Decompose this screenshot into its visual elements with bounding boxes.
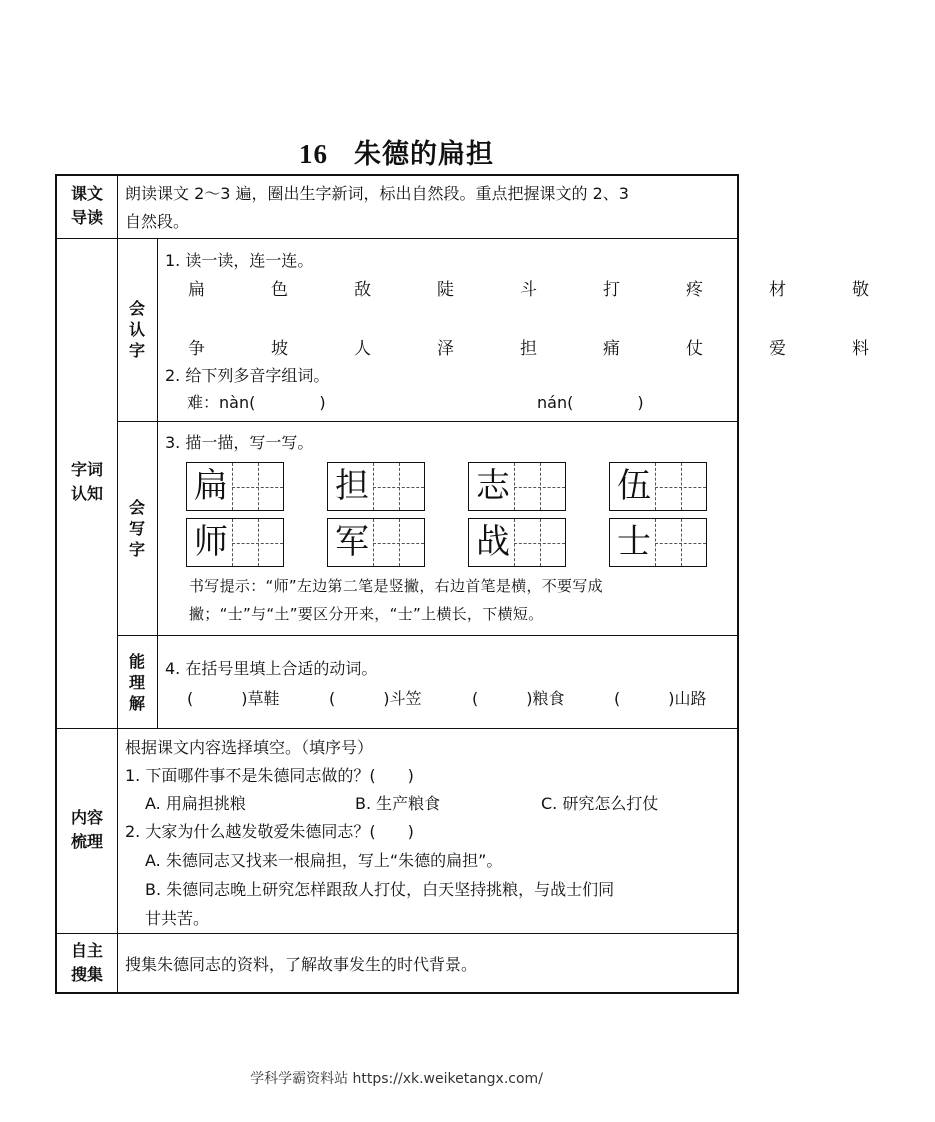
question-2: 2. 给下列多音字组词。 bbox=[165, 366, 330, 385]
writing-box[interactable]: 伍 bbox=[609, 462, 707, 511]
collect-text: 搜集朱德同志的资料，了解故事发生的时代背景。 bbox=[125, 955, 478, 974]
writing-box[interactable]: 军 bbox=[327, 518, 425, 567]
recognize-label: 会 认 字 bbox=[128, 299, 145, 360]
char-item: 泽 bbox=[437, 339, 454, 359]
verb-blank-3: ( )粮食 bbox=[472, 689, 565, 708]
char-item: 争 bbox=[188, 339, 205, 359]
page-title bbox=[0, 132, 793, 171]
words-section-label: 字词 认知 bbox=[70, 460, 103, 503]
verb-blank-2: ( )斗笠 bbox=[329, 689, 422, 708]
option-c: C. 研究怎么打仗 bbox=[541, 794, 659, 813]
writing-box[interactable]: 战 bbox=[468, 518, 566, 567]
writing-box[interactable]: 志 bbox=[468, 462, 566, 511]
question-3: 3. 描一描，写一写。 bbox=[165, 433, 314, 452]
char-item: 人 bbox=[354, 339, 371, 359]
answer-b-line2: 甘共苦。 bbox=[145, 909, 210, 928]
writing-box[interactable]: 师 bbox=[186, 518, 284, 567]
writing-tip-line1: 书写提示：“师”左边第二笔是竖撇，右边首笔是横，不要写成 bbox=[189, 577, 603, 595]
writing-box[interactable]: 担 bbox=[327, 462, 425, 511]
char-item: 色 bbox=[271, 280, 288, 300]
char-item: 敌 bbox=[354, 280, 371, 300]
understand-label: 能 理 解 bbox=[128, 652, 145, 713]
verb-blank-4: ( )山路 bbox=[614, 689, 707, 708]
question-4: 4. 在括号里填上合适的动词。 bbox=[165, 659, 378, 678]
collect-label: 自主 搜集 bbox=[70, 941, 103, 984]
lesson-title: 朱德的扁担 bbox=[354, 139, 494, 170]
char-row-2 bbox=[188, 334, 935, 359]
answer-a: A. 朱德同志又找来一根扁担，写上“朱德的扁担”。 bbox=[145, 851, 503, 870]
writing-tip-line2: 撇；“士”与“土”要区分开来，“士”上横长，下横短。 bbox=[189, 605, 544, 623]
char-item: 爱 bbox=[769, 339, 786, 359]
write-label: 会 写 字 bbox=[128, 498, 145, 559]
char-item: 担 bbox=[520, 339, 537, 359]
polyphone-blank-2: nán( ) bbox=[537, 393, 644, 412]
worksheet-table bbox=[55, 174, 869, 994]
polyphone-blank-1: 难：nàn( ) bbox=[187, 393, 326, 412]
question-1: 1. 读一读，连一连。 bbox=[165, 251, 314, 270]
footer-watermark: 学科学霸资料站 https://xk.weiketangx.com/ bbox=[250, 1071, 543, 1087]
content-question-2: 2. 大家为什么越发敬爱朱德同志？( ) bbox=[125, 822, 414, 841]
char-item: 材 bbox=[769, 280, 786, 300]
char-item: 敬 bbox=[852, 280, 869, 300]
char-item: 打 bbox=[603, 280, 620, 300]
char-item: 疼 bbox=[686, 280, 703, 300]
writing-box[interactable]: 士 bbox=[609, 518, 707, 567]
option-a: A. 用扁担挑粮 bbox=[145, 794, 246, 813]
guide-text-line1: 朗读课文 2～3 遍，圈出生字新词，标出自然段。重点把握课文的 2、3 bbox=[125, 184, 629, 203]
char-item: 扁 bbox=[188, 280, 205, 300]
char-item: 料 bbox=[852, 339, 869, 359]
char-item: 仗 bbox=[686, 339, 703, 359]
content-intro: 根据课文内容选择填空。（填序号） bbox=[125, 738, 374, 757]
answer-b-line1: B. 朱德同志晚上研究怎样跟敌人打仗，白天坚持挑粮，与战士们同 bbox=[145, 880, 615, 899]
writing-box[interactable]: 扁 bbox=[186, 462, 284, 511]
char-item: 坡 bbox=[271, 339, 288, 359]
content-question-1: 1. 下面哪件事不是朱德同志做的？( ) bbox=[125, 766, 414, 785]
content-label: 内容 梳理 bbox=[70, 808, 103, 851]
verb-blank-1: ( )草鞋 bbox=[187, 689, 280, 708]
char-item: 痛 bbox=[603, 339, 620, 359]
guide-label: 课文 导读 bbox=[70, 184, 103, 227]
char-item: 斗 bbox=[520, 280, 537, 300]
char-item: 陡 bbox=[437, 280, 454, 300]
char-row-1 bbox=[188, 275, 935, 300]
guide-text-line2: 自然段。 bbox=[125, 212, 190, 231]
lesson-number: 16 bbox=[299, 139, 328, 169]
option-b: B. 生产粮食 bbox=[355, 794, 441, 813]
